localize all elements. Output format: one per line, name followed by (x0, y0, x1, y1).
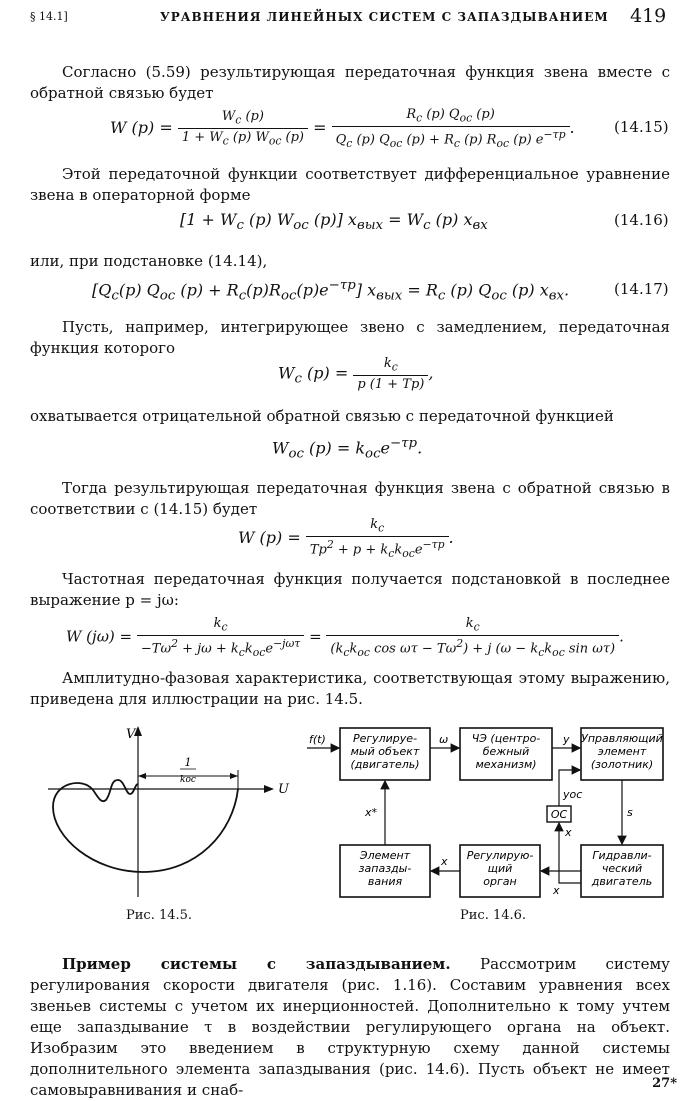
equation-number-14-15: (14.15) (614, 118, 669, 136)
signal-s: s (627, 806, 633, 819)
dimension-arrow-left (138, 773, 146, 779)
formula-wjw: W (jω) = $\frac{k_c}{-T\omega^2 + j\omega + k_ck_{oc}e^{-j\omega\tau}}$ = $\frac{k_c}{(k_ck_{oc} \cos \omega\tau - T\omega^2) + j (\omega - k_ck_{oc} \sin \omega\tau)}$ . (66, 616, 624, 659)
axis-v-label: V (126, 727, 136, 742)
figure-14-6 (305, 718, 680, 903)
block-feedback-label: ОС (550, 808, 568, 821)
signal-y: y (563, 733, 570, 746)
block-delay-label: Элемент запазды-вания (358, 849, 412, 888)
section-number: § 14.1] (30, 10, 68, 23)
u-axis-arrow (264, 785, 274, 793)
block-regulator-label: Регулирую-щий орган (466, 849, 534, 888)
paragraph-1: Согласно (5.59) результирующая передаточная функция звена вместе с обратной связью будет (30, 63, 670, 102)
paragraph-3: или, при подстановке (14.14), (30, 252, 268, 270)
paragraph-5: охватывается отрицательной обратной связью с передаточной функцией (30, 407, 614, 425)
dimension-label-num: 1 (184, 756, 192, 769)
figure-14-5-caption: Рис. 14.5. (126, 908, 193, 923)
paragraph-2: Этой передаточной функции соответствует дифференциальное уравнение звена в операторной форме (30, 165, 670, 204)
signal-input: f(t) (309, 733, 326, 746)
equation-14-17: [$Q_c(p)$ $Q_{oc}$ $(p) + R_c(p)R_{oc}(p)e^{-\tau p}$] $x_{вых} = R_c$ (p) $Q_{oc}$ (p) $x_{вх}$. (92, 278, 570, 304)
block-sensor-label: ЧЭ (центро-бежный механизм) (471, 732, 541, 771)
equation-number-14-16: (14.16) (614, 211, 669, 229)
signal-omega: ω (439, 733, 449, 746)
paragraph-6: Тогда результирующая передаточная функция звена с обратной связью в соответствии с (14.15) будет (30, 479, 670, 518)
figure-14-6-caption: Рис. 14.6. (460, 908, 527, 923)
formula-woc: $W_{oc}$ $(p) = k_{oc}e^{-\tau p}$. (272, 436, 423, 462)
equation-14-16: [$1 + W_c$ (p) $W_{oc}$ (p)] $x_{вых} = W_c$ (p) $x_{вх}$ (180, 210, 488, 234)
figure-14-5 (38, 722, 298, 902)
dimension-label-den: koc (180, 775, 196, 785)
signature-mark: 27* (652, 1076, 677, 1091)
equation-number-14-17: (14.17) (614, 280, 669, 298)
formula-wp: W (p) = $\frac{k_c}{Tp^2 + p + k_ck_{oc}e^{-\tau p}}$ . (238, 517, 454, 560)
page-number: 419 (630, 5, 667, 27)
signal-x-3: x (565, 826, 572, 839)
block-control-label: Управляющий элемент (золотник) (581, 732, 663, 771)
axis-u-label: U (278, 782, 289, 797)
formula-wc: $W_c$ (p) = $\frac{k_c}{p (1 + Tp)}$ , (278, 356, 434, 392)
signal-yoc: yoc (563, 788, 583, 801)
running-title: УРАВНЕНИЯ ЛИНЕЙНЫХ СИСТЕМ С ЗАПАЗДЫВАНИЕМ (160, 10, 609, 24)
signal-x-2: x (553, 884, 560, 897)
paragraph-9 (30, 954, 670, 1101)
paragraph-9-body: Рассмотрим систему регулирования скорости двигателя (рис. 1.16). Составим уравнения всех звеньев системы с учетом их инерционностей. Дополнительно к тому учтем еще запаздывание τ в воздействии регулирующего органа на объект. Изобразим это введением в структурную схему данной системы дополнительного элемента запаздывания (рис. 14.6). Пусть объект не имеет самовыравнивания и снаб- (30, 955, 671, 1099)
block-object-label: Регулируе-мый объект (двигатель) (350, 732, 420, 771)
block-hydraulic-label: Гидравли-ческий двигатель (591, 849, 653, 888)
paragraph-4: Пусть, например, интегрирующее звено с замедлением, передаточная функция которого (30, 318, 670, 357)
amplitude-phase-curve (53, 780, 238, 872)
signal-x-star: x* (365, 806, 378, 819)
paragraph-7: Частотная передаточная функция получается подстановкой в последнее выражение p = jω: (30, 570, 670, 609)
paragraph-9-heading: Пример системы с запаздыванием. (62, 955, 451, 973)
equation-14-15: W (p) = $\frac{W_c (p)}{1 + W_c (p) W_{oc} (p)}$ = $\frac{R_c (p) Q_{oc} (p)}{Q_c (p) Q_{oc} (p) + R_c (p) R_{oc} (p) e^{-\tau p}}$ . (110, 107, 575, 150)
signal-x-1: x (441, 855, 448, 868)
dimension-arrow-right (230, 773, 238, 779)
paragraph-8: Амплитудно-фазовая характеристика, соответствующая этому выражению, приведена для иллюстрации на рис. 14.5. (30, 669, 670, 708)
